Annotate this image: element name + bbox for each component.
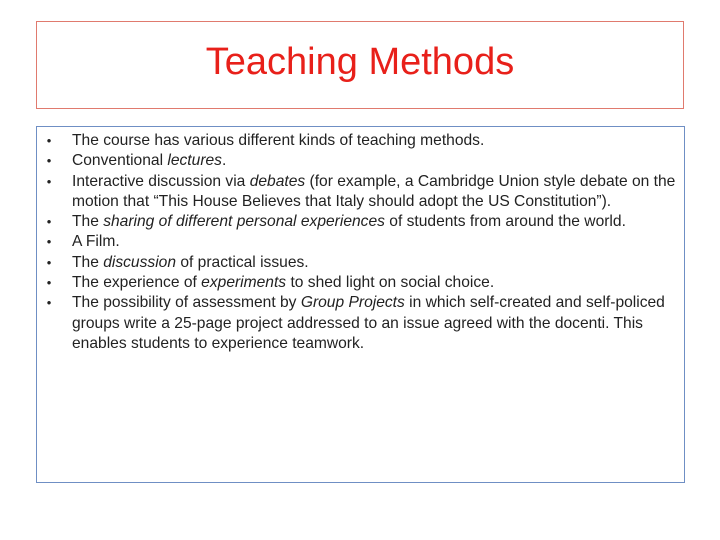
bullet-icon: • — [46, 133, 52, 148]
bullet-icon: • — [46, 214, 52, 230]
bullet-item: • The sharing of different personal experiences of students from around the world. — [43, 212, 677, 232]
bullet-icon: • — [46, 173, 52, 189]
bullet-item: • Interactive discussion via debates (for example, a Cambridge Union style debate on the motion that “This House Believes that Italy should adopt the US Constitution”). — [43, 172, 677, 213]
bullet-item: • A Film. — [43, 232, 677, 252]
bullet-icon: • — [46, 275, 52, 291]
bullet-icon: • — [46, 254, 52, 270]
bullet-icon: • — [46, 234, 52, 250]
bullet-list — [43, 131, 677, 354]
title-box — [36, 21, 684, 109]
bullet-item: • The experience of experiments to shed light on social choice. — [43, 273, 677, 293]
bullet-item: • The possibility of assessment by Group Projects in which self-created and self-policed groups write a 25-page project addressed to an issue agreed with the docenti. This enables students to experience teamwork. — [43, 293, 677, 354]
slide-title: Teaching Methods — [205, 40, 515, 83]
bullet-item: • The discussion of practical issues. — [43, 253, 677, 273]
bullet-icon: • — [46, 295, 52, 311]
bullet-icon: • — [46, 153, 52, 169]
bullet-item: • Conventional lectures. — [43, 151, 677, 171]
bullet-item: • The course has various different kinds of teaching methods. — [43, 131, 677, 151]
content-box — [36, 126, 685, 483]
